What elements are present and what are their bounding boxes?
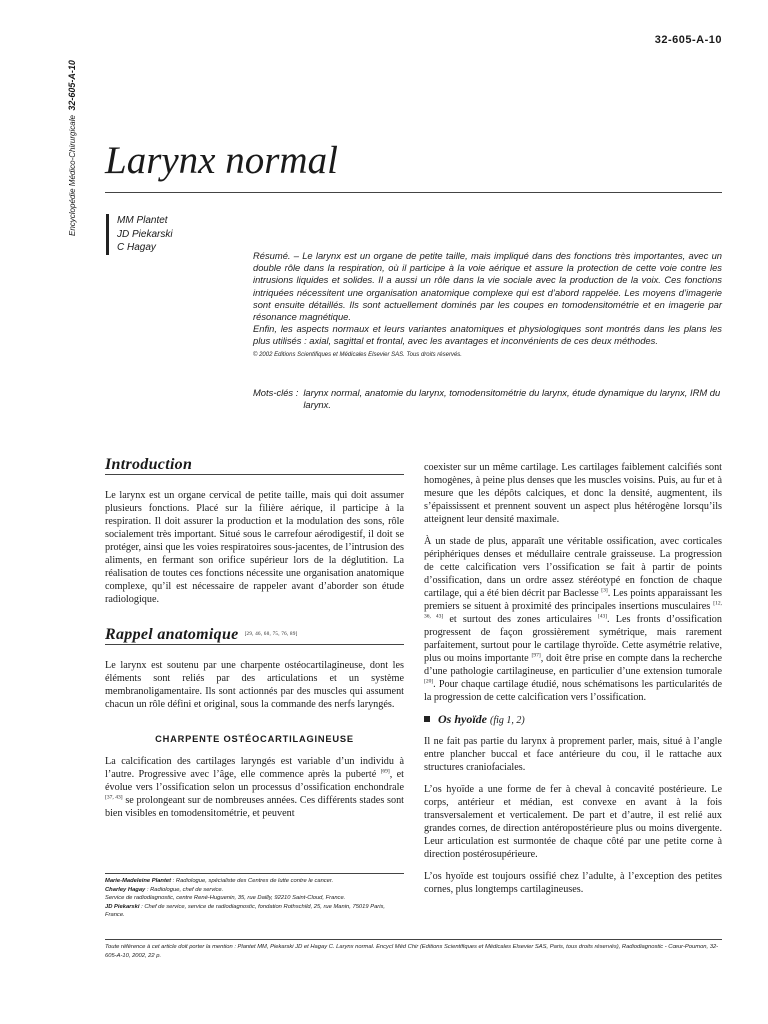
paragraph: L’os hyoïde a une forme de fer à cheval à concavité postérieure. Le corps, antérieur et médian, est convexe en avant à la fois transversalement et verticalement. De part et d’autre, il est relié aux grandes cornes, de direction antéropostérieure plus ou moins divergente. Leur articulation est surmontée de chaque côté par une petite corne à direction postérosupérieure. — [424, 784, 722, 860]
section-heading-rappel — [105, 628, 404, 645]
note-text: : Radiologue, spécialiste des Centres de lutte contre le cancer. — [171, 878, 334, 884]
text-run: . Les fronts d’ossification progressent de façon grossièrement symétrique, mais rarement parfaitement, surtout pour le cartilage thyroïde. Cette asymétrie relative, plus ou moins importante — [424, 614, 722, 664]
figure-reference: (fig 1, 2) — [490, 715, 525, 726]
abstract — [253, 250, 722, 361]
paragraph: L’os hyoïde est toujours ossifié chez l’adulte, à l’exception des petites cornes, plus longtemps cartilagineuses. — [424, 871, 722, 895]
right-column — [424, 461, 722, 905]
note-author-name: Charley Hagay — [105, 886, 146, 893]
author-notes — [105, 873, 404, 920]
square-bullet-icon — [424, 716, 430, 722]
keywords-text: larynx normal, anatomie du larynx, tomodensitométrie du larynx, étude dynamique du larynx, IRM du larynx. — [303, 387, 721, 411]
note-line — [105, 877, 404, 886]
heading-text: Os hyoïde — [438, 712, 487, 726]
keywords — [253, 387, 722, 411]
reference-citation: [97] — [531, 652, 541, 659]
section-heading-introduction — [105, 458, 404, 475]
note-author-name: Marie-Madeleine Plantet — [105, 878, 172, 884]
keywords-label: Mots-clés : — [253, 387, 299, 398]
article-code: 32-605-A-10 — [654, 34, 722, 46]
note-text: : Chef de service, service de radiodiagnostic, fondation Rothschild, 25, rue Manin, 75019 Paris, France. — [105, 903, 386, 918]
text-run: . Les points apparaissant les premiers se situent à proximité des principales insertions musculaires — [424, 588, 722, 612]
text-run: , doit être prise en compte dans la recherche d’une pathologie cartilagineuse, en particulier d’une extension tumorale — [424, 653, 722, 677]
text-run: et surtout des zones articulaires — [443, 614, 598, 625]
note-line — [105, 903, 404, 920]
paragraph: Le larynx est soutenu par une charpente ostéocartilagineuse, dont les éléments sont reliés par des articulations et un système membranoligamentaire. Ils sont actionnés par des muscles qui assument chacun un rôle défini et original, sous la commande des nerfs laryngés. — [105, 660, 404, 710]
note-line: Service de radiodiagnostic, centre René-Huguenin, 35, rue Dailly, 92210 Saint-Cloud, France. — [105, 895, 346, 901]
left-column — [105, 458, 404, 829]
author-name: C Hagay — [117, 242, 156, 253]
title-rule — [105, 192, 722, 193]
author-list — [106, 214, 173, 255]
abstract-paragraph: Enfin, les aspects normaux et leurs variantes anatomiques et physiologiques sont montrés dans les plans les plus utilisés : axial, sagittal et frontal, avec les avantages et inconvénients de ces deux méthodes. — [253, 323, 722, 347]
paragraph — [105, 755, 404, 820]
reference-citation: [69] — [380, 768, 390, 775]
paragraph: coexister sur un même cartilage. Les cartilages faiblement calcifiés sont homogènes, à peine plus denses que les muscles voisins. Puis, au fur et à mesure que les dépôts calciques, et donc la densité, augmentent, ils s’épaississent et prennent souvent un aspect plus hétérogène lorsqu’ils atteignent leur densité maximale. — [424, 462, 722, 525]
paragraph: Le larynx est un organe cervical de petite taille, mais qui doit assumer plusieurs fonctions. Placé sur la filière aérique, il participe à la respiration. Il doit assurer la production et la modulation des sons, rôle socialement très important. Situé sous le carrefour aérodigestif, il doit se protéger, ainsi que les voies respiratoires sous-jacentes, de l’intrusion des aliments, en fermant son orifice supérieur lors de la déglutition. La réalisation de toutes ces fonctions nécessite une organisation anatomique complexe, qu’il est nécessaire de rappeler avant d’aborder son étude radiologique. — [105, 490, 404, 605]
text-run: À un stade de plus, apparaît une véritable ossification, avec corticales périphériques denses et médullaire centrale graisseuse. La progression de cette calcification vers l’ossification se fait à partir de points d’ossification, dans un ordre assez stéréotypé en fonction de chaque cartilage, qui a été bien décrit par Baclesse — [424, 536, 722, 599]
text-run: , et évolue vers l’ossification selon un processus d’ossification enchondrale — [105, 769, 404, 793]
reference-citation: [12, 36, 43] — [424, 600, 722, 620]
paragraph: Il ne fait pas partie du larynx à proprement parler, mais, situé à l’angle entre plancher buccal et face antérieure du cou, il le rattache aux structures craniofaciales. — [424, 736, 722, 773]
journal-name: Encyclopédie Médico-Chirurgicale — [68, 115, 77, 236]
subsection-heading: CHARPENTE OSTÉOCARTILAGINEUSE — [155, 734, 354, 744]
reference-citation: [29, 46, 60, 75, 76, 89] — [244, 632, 298, 637]
sidebar-code: 32-605-A-10 — [67, 60, 77, 111]
copyright-notice: © 2002 Editions Scientifiques et Médicales Elsevier SAS. Tous droits réservés. — [253, 351, 462, 358]
citation-footer: Toute référence à cet article doit porter la mention : Plantet MM, Piekarski JD et Hagay C. Larynx normal. Encycl Méd Chir (Editions Scientifiques et Médicales Elsevier SAS, Paris, tous droits réservés), Radiodiagnostic - Cœur-Poumon, 32-605-A-10, 2002, 22 p. — [105, 939, 722, 960]
paragraph — [424, 535, 722, 704]
author-name: MM Plantet — [117, 215, 168, 226]
author-name: JD Piekarski — [117, 228, 173, 240]
reference-citation: [43] — [597, 613, 608, 620]
text-run: se prolongeant sur de nombreuses années. Ces différents stades sont bien visibles en tomodensitométrie, et peuvent — [105, 795, 404, 819]
note-line — [105, 886, 404, 895]
reference-citation: [3] — [601, 587, 608, 594]
sidebar-journal-mention — [55, 36, 77, 236]
article-title: Larynx normal — [105, 139, 338, 182]
text-run: . Pour chaque cartilage étudié, nous schématisons les particularités de la progression de cette calcification vers l’ossification. — [424, 679, 722, 703]
heading-text: Introduction — [105, 456, 193, 473]
heading-text: Rappel anatomique — [105, 626, 239, 643]
abstract-paragraph: Résumé. – Le larynx est un organe de petite taille, mais impliqué dans des fonctions très importantes, avec un double rôle dans la respiration, où il participe à la voie aérique et assure la protection de cette voie contre les intrusions liquides et solides. Il a aussi un rôle dans la vie sociale avec la production de la voix. Ces fonctions intriquées nécessitent une organisation anatomique complexe qui est d’abord rappelée. Les moyens d’imagerie sont ensuite détaillés. Ils sont actuellement dominés par les coupes en tomodensitométrie et en imagerie par résonance magnétique. — [253, 250, 722, 323]
reference-citation: [37, 43] — [105, 794, 123, 801]
reference-citation: [20] — [424, 678, 434, 685]
note-text: : Radiologue, chef de service. — [145, 886, 224, 893]
note-author-name: JD Piekarski — [105, 903, 140, 910]
subsection-heading-os-hyoide — [424, 713, 722, 727]
text-run: La calcification des cartilages laryngés est variable d’un individu à l’autre. Progressive avec l’âge, elle commence après la puberté — [105, 756, 404, 780]
